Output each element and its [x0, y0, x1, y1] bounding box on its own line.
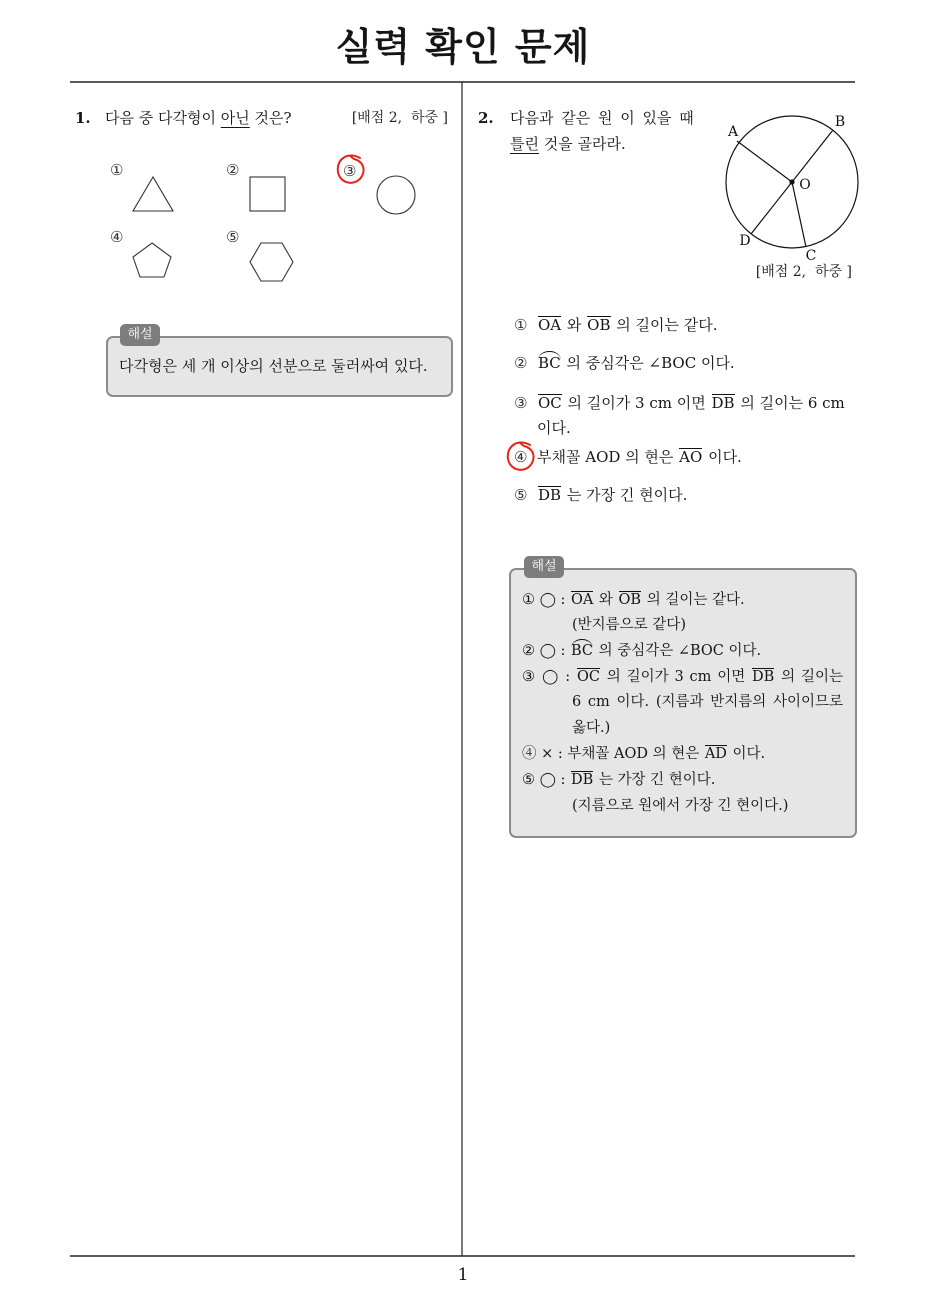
- diagram-circle: [726, 116, 858, 248]
- q1-score: [배점 2, 하중 ]: [351, 110, 448, 126]
- label-a: A: [727, 124, 739, 140]
- center-point: [789, 179, 794, 184]
- q2-explanation-line-5: [572, 692, 843, 712]
- text-segment: 의 중심각은 ∠BOC 이다.: [593, 643, 762, 659]
- q2-choice-1-marker[interactable]: ①: [514, 316, 528, 334]
- square-shape: [250, 177, 285, 211]
- q2-explanation-line-3: [522, 641, 761, 661]
- underlined-text: 틀린: [510, 135, 539, 153]
- q2-explanation-line-6: [572, 718, 610, 738]
- q2-explanation-line-9: [572, 796, 788, 816]
- overline-segment: OA: [538, 316, 562, 334]
- overline-segment: DB: [752, 669, 775, 685]
- q2-choice-3-text[interactable]: [537, 393, 845, 413]
- overline-segment: DB: [538, 486, 562, 504]
- q2-question-line-1: [510, 108, 694, 128]
- text-segment: 의 길이가 3 cm 이면: [600, 669, 752, 685]
- text-segment: 와: [594, 592, 618, 608]
- page-title: 실력 확인 문제: [335, 25, 591, 69]
- page-number: 1: [457, 1265, 469, 1285]
- circle-shape: [377, 176, 415, 214]
- text-segment: 다음과 같은 원 이 있을 때: [510, 109, 694, 127]
- text-segment: 의 길이가 3 cm 이면: [562, 394, 711, 412]
- q1-option-4-marker[interactable]: ④: [110, 228, 124, 246]
- overline-segment: OB: [618, 592, 642, 608]
- q1-option-3-marker[interactable]: ③: [343, 162, 357, 180]
- overline-segment: OB: [587, 316, 611, 334]
- text-segment: 것을 골라라.: [538, 135, 626, 153]
- q2-choice-2-marker[interactable]: ②: [514, 354, 528, 372]
- q1-option-5-marker[interactable]: ⑤: [226, 228, 240, 246]
- text-segment: ④ × : 부채꼴 AOD 의 현은: [522, 746, 704, 762]
- overline-segment: OC: [577, 669, 600, 685]
- q2-choice-2-text[interactable]: [537, 353, 735, 373]
- text-segment: (반지름으로 같다): [572, 617, 686, 633]
- q2-explanation-tab: 해설: [524, 556, 564, 578]
- q2-question-line-2: [510, 134, 626, 154]
- hexagon-shape: [250, 243, 293, 281]
- text-segment: 는 가장 긴 현이다.: [594, 772, 716, 788]
- segment-ao: [737, 141, 792, 182]
- q2-explanation-line-2: [572, 615, 686, 635]
- arc-segment: BC: [538, 354, 561, 372]
- q2-choice-5-marker[interactable]: ⑤: [514, 486, 528, 504]
- q2-explanation-line-1: [522, 590, 745, 610]
- q2-explanation-line-7: [522, 744, 765, 764]
- pentagon-shape: [133, 243, 171, 277]
- text-segment: 것은?: [249, 109, 292, 127]
- q2-choice-3-marker[interactable]: ③: [514, 394, 528, 412]
- segment-oc: [792, 182, 806, 247]
- q2-explanation-line-8: [522, 770, 715, 790]
- overline-segment: DB: [570, 772, 594, 788]
- overline-segment: AD: [704, 746, 727, 762]
- overline-segment: AO: [679, 448, 703, 466]
- text-segment: 6 cm 이다. (지름과 반지름의 사이이므로: [572, 694, 843, 710]
- segment-bd: [751, 130, 833, 234]
- label-b: B: [834, 114, 846, 130]
- label-o: O: [799, 177, 811, 193]
- text-segment: 부채꼴 AOD 의 현은: [537, 448, 679, 466]
- q1-option-2-marker[interactable]: ②: [226, 161, 240, 179]
- q2-choice-4-text[interactable]: [537, 447, 742, 467]
- q2-choice-3-text-cont[interactable]: [537, 418, 571, 438]
- text-segment: 의 중심각은 ∠BOC 이다.: [561, 354, 735, 372]
- text-segment: (지름으로 원에서 가장 긴 현이다.): [572, 798, 789, 814]
- q2-score: [배점 2, 하중 ]: [755, 264, 852, 280]
- text-segment: 다각형은 세 개 이상의 선분으로 둘러싸여 있다.: [119, 357, 428, 375]
- arc-segment: BC: [570, 643, 593, 659]
- overline-segment: OA: [570, 592, 594, 608]
- q1-question: [105, 108, 292, 128]
- q2-number: 2.: [478, 109, 494, 127]
- text-segment: ② ◯ :: [522, 643, 570, 659]
- text-segment: 의 길이는 6 cm: [735, 394, 845, 412]
- q2-choice-5-text[interactable]: [537, 485, 687, 505]
- q2-choice-1-text[interactable]: [537, 315, 718, 335]
- text-segment: 의 길이는: [775, 669, 843, 685]
- text-segment: 의 길이는 같다.: [642, 592, 745, 608]
- overline-segment: DB: [711, 394, 735, 412]
- q1-number: 1.: [75, 109, 91, 127]
- circle-diagram: [726, 114, 858, 264]
- text-segment: ⑤ ◯ :: [522, 772, 570, 788]
- text-segment: 의 길이는 같다.: [611, 316, 718, 334]
- text-segment: ③ ◯ :: [522, 669, 576, 685]
- q2-explanation-line-4: [522, 667, 843, 687]
- text-segment: 이다.: [537, 419, 571, 437]
- underlined-text: 아닌: [220, 109, 250, 127]
- text-segment: 와: [562, 316, 587, 334]
- label-c: C: [805, 248, 817, 264]
- q1-explanation-tab: 해설: [120, 324, 160, 346]
- text-segment: 이다.: [703, 448, 742, 466]
- overline-segment: OC: [538, 394, 562, 412]
- q1-explanation-line: [119, 356, 428, 376]
- text-segment: ① ◯ :: [522, 592, 570, 608]
- q2-choice-4-marker[interactable]: ④: [514, 448, 528, 466]
- text-segment: 옳다.): [572, 720, 611, 736]
- triangle-shape: [133, 177, 173, 211]
- label-d: D: [739, 233, 751, 249]
- q1-option-1-marker[interactable]: ①: [110, 161, 124, 179]
- text-segment: 는 가장 긴 현이다.: [562, 486, 688, 504]
- text-segment: 다음 중 다각형이: [105, 109, 221, 127]
- text-segment: 이다.: [727, 746, 766, 762]
